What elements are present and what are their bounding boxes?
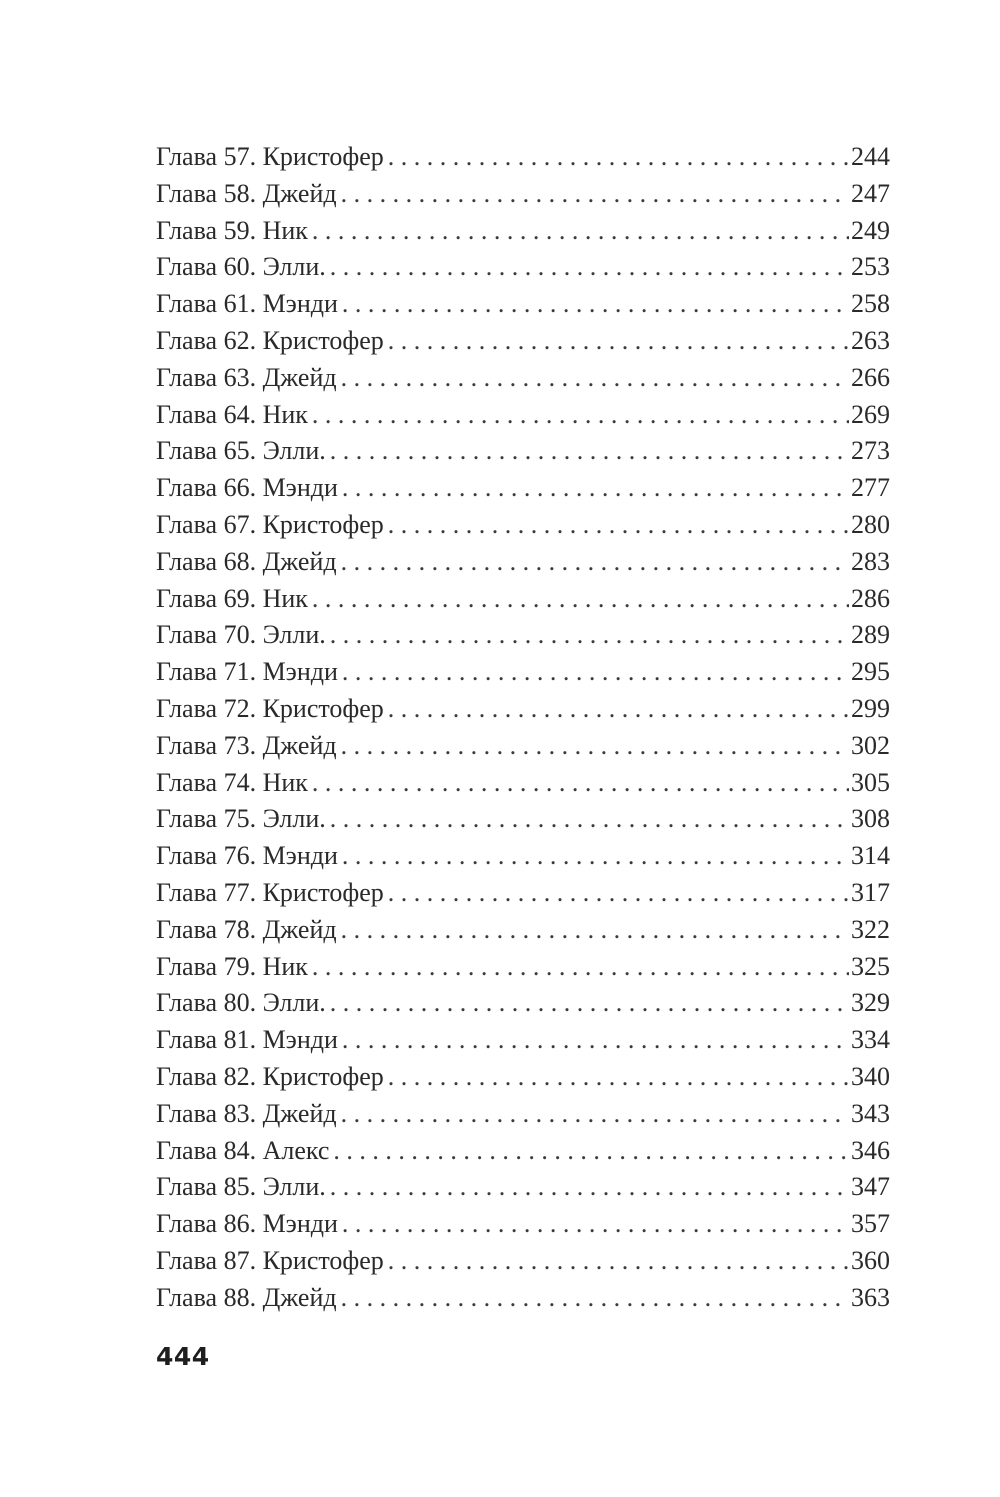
toc-entry-title: Глава 70. Элли. <box>156 620 326 650</box>
toc-entry <box>156 654 890 691</box>
toc-entry-page: 340 <box>851 1061 890 1091</box>
toc-entry-title: Глава 62. Кристофер <box>156 325 384 355</box>
toc-entry-title: Глава 80. Элли. <box>156 988 326 1018</box>
toc-entry-page: 363 <box>851 1282 890 1312</box>
toc-dot-leader <box>388 1059 849 1096</box>
toc-entry-page: 249 <box>851 215 890 245</box>
toc-entry <box>156 323 890 360</box>
toc-dot-leader <box>388 139 849 176</box>
toc-dot-leader <box>341 176 849 213</box>
toc-entry <box>156 1022 890 1059</box>
toc-entry <box>156 728 890 765</box>
toc-entry-title: Глава 76. Мэнди <box>156 841 338 871</box>
toc-entry <box>156 1243 890 1280</box>
toc-dot-leader <box>342 1206 849 1243</box>
toc-entry-title: Глава 83. Джейд <box>156 1098 337 1128</box>
toc-entry-page: 253 <box>851 252 890 282</box>
toc-dot-leader <box>388 1243 849 1280</box>
toc-entry-page: 314 <box>851 841 890 871</box>
toc-entry <box>156 433 890 470</box>
toc-entry <box>156 249 890 286</box>
toc-entry-page: 266 <box>851 362 890 392</box>
toc-entry <box>156 691 890 728</box>
toc-entry <box>156 801 890 838</box>
toc-entry <box>156 176 890 213</box>
toc-entry-title: Глава 79. Ник <box>156 951 308 981</box>
toc-dot-leader <box>388 507 849 544</box>
toc-entry <box>156 1059 890 1096</box>
toc-entry-page: 295 <box>851 657 890 687</box>
toc-entry-page: 299 <box>851 693 890 723</box>
toc-entry-title: Глава 87. Кристофер <box>156 1245 384 1275</box>
toc-dot-leader <box>342 286 849 323</box>
toc-entry-title: Глава 77. Кристофер <box>156 877 384 907</box>
toc-entry-page: 247 <box>851 178 890 208</box>
toc-entry <box>156 544 890 581</box>
toc-entry-page: 283 <box>851 546 890 576</box>
toc-entry-title: Глава 75. Элли. <box>156 804 326 834</box>
toc-entry-page: 343 <box>851 1098 890 1128</box>
toc-dot-leader <box>312 397 849 434</box>
toc-entry-page: 325 <box>851 951 890 981</box>
toc-entry-page: 258 <box>851 289 890 319</box>
toc-entry-title: Глава 69. Ник <box>156 583 308 613</box>
toc-entry <box>156 985 890 1022</box>
toc-entry-page: 280 <box>851 509 890 539</box>
toc-entry-title: Глава 60. Элли. <box>156 252 326 282</box>
toc-entry-page: 273 <box>851 436 890 466</box>
toc-entry-page: 334 <box>851 1025 890 1055</box>
toc-entry-title: Глава 66. Мэнди <box>156 473 338 503</box>
toc-dot-leader <box>341 544 849 581</box>
toc-entry-title: Глава 78. Джейд <box>156 914 337 944</box>
toc-entry-title: Глава 73. Джейд <box>156 730 337 760</box>
toc-entry-page: 357 <box>851 1209 890 1239</box>
toc-dot-leader <box>330 985 849 1022</box>
toc-entry <box>156 507 890 544</box>
toc-entry-title: Глава 82. Кристофер <box>156 1061 384 1091</box>
toc-entry <box>156 838 890 875</box>
toc-entry-title: Глава 86. Мэнди <box>156 1209 338 1239</box>
toc-entry <box>156 1206 890 1243</box>
toc-entry <box>156 1096 890 1133</box>
toc-entry <box>156 213 890 250</box>
toc-dot-leader <box>312 765 849 802</box>
toc-entry-title: Глава 81. Мэнди <box>156 1025 338 1055</box>
toc-dot-leader <box>388 691 849 728</box>
toc-entry-title: Глава 72. Кристофер <box>156 693 384 723</box>
toc-entry-page: 308 <box>851 804 890 834</box>
toc-entry <box>156 286 890 323</box>
toc-dot-leader <box>388 323 849 360</box>
toc-entry-page: 322 <box>851 914 890 944</box>
toc-dot-leader <box>312 213 849 250</box>
toc-dot-leader <box>312 949 849 986</box>
toc-entry-page: 347 <box>851 1172 890 1202</box>
toc-dot-leader <box>330 1169 849 1206</box>
toc-entry-title: Глава 61. Мэнди <box>156 289 338 319</box>
toc-entry-page: 360 <box>851 1245 890 1275</box>
toc-dot-leader <box>341 728 849 765</box>
toc-dot-leader <box>330 617 849 654</box>
toc-entry-page: 305 <box>851 767 890 797</box>
toc-dot-leader <box>342 470 849 507</box>
toc-dot-leader <box>330 249 849 286</box>
toc-entry-page: 277 <box>851 473 890 503</box>
page-number: 444 <box>156 1342 210 1371</box>
toc-entry-page: 329 <box>851 988 890 1018</box>
toc-entry <box>156 617 890 654</box>
toc-entry-page: 244 <box>851 142 890 171</box>
toc-dot-leader <box>342 838 849 875</box>
toc-entry-title: Глава 85. Элли. <box>156 1172 326 1202</box>
toc-entry-title: Глава 88. Джейд <box>156 1282 337 1312</box>
toc-entry-page: 317 <box>851 877 890 907</box>
toc-dot-leader <box>342 1022 849 1059</box>
toc-entry-title: Глава 84. Алекс <box>156 1135 330 1165</box>
toc-entry <box>156 397 890 434</box>
toc-entry <box>156 581 890 618</box>
toc-entry-title: Глава 64. Ник <box>156 399 308 429</box>
toc-dot-leader <box>341 1096 849 1133</box>
toc-dot-leader <box>333 1133 849 1170</box>
toc-entry-title: Глава 65. Элли. <box>156 436 326 466</box>
toc-dot-leader <box>330 801 849 838</box>
toc-entry <box>156 1133 890 1170</box>
toc-entry-page: 289 <box>851 620 890 650</box>
toc-entry-page: 286 <box>851 583 890 613</box>
toc-dot-leader <box>330 433 849 470</box>
toc-dot-leader <box>388 875 849 912</box>
toc-entry-page: 263 <box>851 325 890 355</box>
toc-dot-leader <box>312 581 849 618</box>
toc-entry <box>156 949 890 986</box>
toc-entry-title: Глава 67. Кристофер <box>156 509 384 539</box>
toc-entry <box>156 765 890 802</box>
toc-entry <box>156 470 890 507</box>
toc-entry <box>156 1169 890 1206</box>
toc-entry-title: Глава 71. Мэнди <box>156 657 338 687</box>
toc-entry-title: Глава 59. Ник <box>156 215 308 245</box>
toc-entry <box>156 360 890 397</box>
toc-dot-leader <box>341 912 849 949</box>
toc-entry-title: Глава 57. Кристофер <box>156 142 384 171</box>
toc-entry <box>156 1280 890 1317</box>
table-of-contents <box>156 139 890 1317</box>
toc-dot-leader <box>342 654 849 691</box>
toc-entry <box>156 139 890 176</box>
toc-entry-page: 269 <box>851 399 890 429</box>
toc-entry-page: 346 <box>851 1135 890 1165</box>
toc-entry-title: Глава 68. Джейд <box>156 546 337 576</box>
toc-dot-leader <box>341 1280 849 1317</box>
toc-entry-title: Глава 74. Ник <box>156 767 308 797</box>
toc-entry-page: 302 <box>851 730 890 760</box>
toc-entry <box>156 912 890 949</box>
toc-entry-title: Глава 58. Джейд <box>156 178 337 208</box>
toc-dot-leader <box>341 360 849 397</box>
toc-entry <box>156 875 890 912</box>
toc-entry-title: Глава 63. Джейд <box>156 362 337 392</box>
